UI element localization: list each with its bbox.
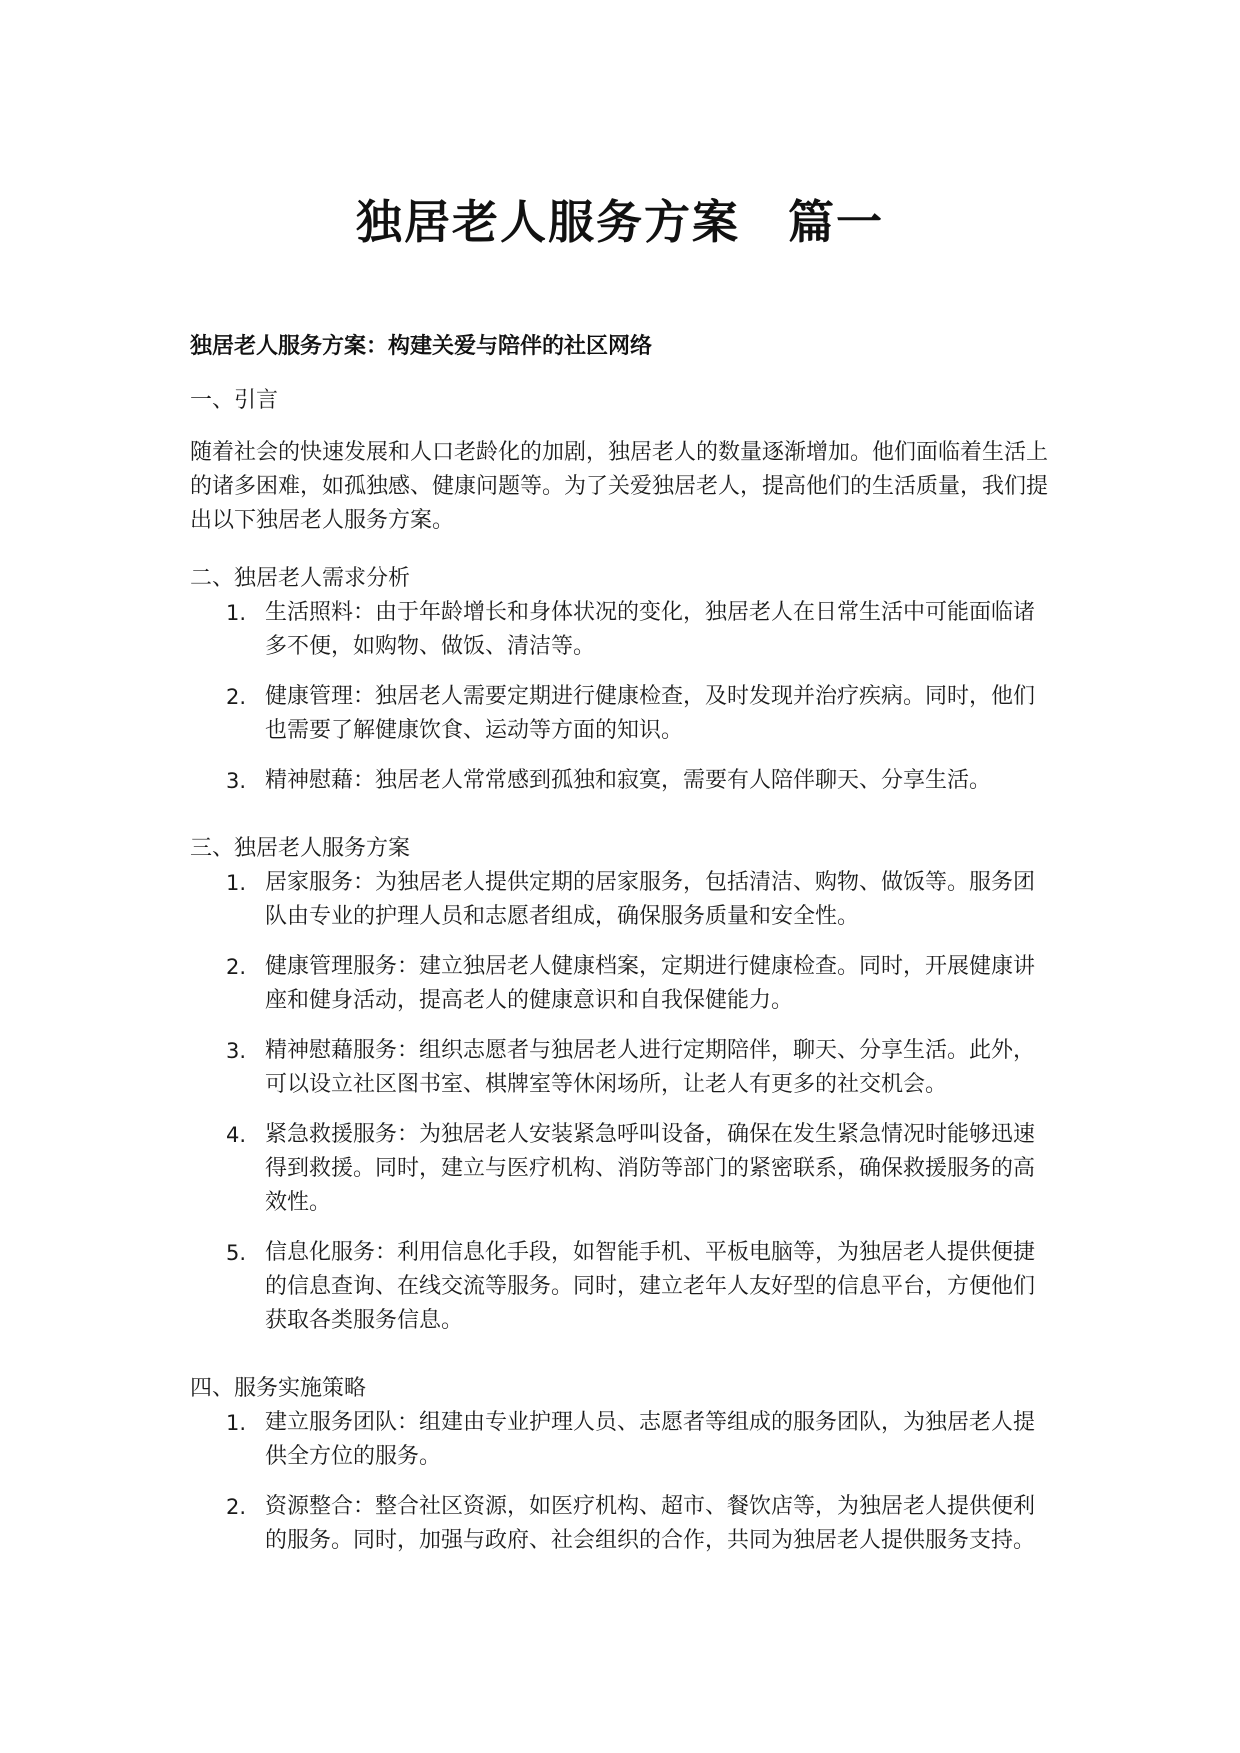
list-item xyxy=(190,1490,1056,1558)
list-number: 4. xyxy=(226,1123,247,1147)
section-introduction xyxy=(190,384,1056,538)
list-number: 1. xyxy=(226,871,247,895)
list-number: 3. xyxy=(226,1039,247,1063)
numbered-list xyxy=(190,1406,1056,1558)
list-item-text: 精神慰藉服务：组织志愿者与独居老人进行定期陪伴，聊天、分享生活。此外，可以设立社区图书室、棋牌室等休闲场所，让老人有更多的社交机会。 xyxy=(265,1038,1036,1097)
list-item-text: 精神慰藉：独居老人常常感到孤独和寂寞，需要有人陪伴聊天、分享生活。 xyxy=(265,768,992,793)
list-number: 2. xyxy=(226,1495,247,1519)
list-item xyxy=(190,1236,1056,1338)
list-item-text: 建立服务团队：组建由专业护理人员、志愿者等组成的服务团队，为独居老人提供全方位的服务。 xyxy=(265,1410,1036,1469)
section-heading: 二、独居老人需求分析 xyxy=(190,566,411,591)
section-heading: 一、引言 xyxy=(190,388,279,413)
list-item xyxy=(190,1034,1056,1102)
list-item-text: 健康管理服务：建立独居老人健康档案，定期进行健康检查。同时，开展健康讲座和健身活动，提高老人的健康意识和自我保健能力。 xyxy=(265,954,1036,1013)
section-service-plan xyxy=(190,832,1056,1338)
section-heading: 三、独居老人服务方案 xyxy=(190,836,411,861)
section-paragraph: 随着社会的快速发展和人口老龄化的加剧，独居老人的数量逐渐增加。他们面临着生活上的诸多困难，如孤独感、健康问题等。为了关爱独居老人，提高他们的生活质量，我们提出以下独居老人服务方案。 xyxy=(190,440,1049,533)
list-item xyxy=(190,596,1056,664)
numbered-list xyxy=(190,866,1056,1338)
list-item-text: 生活照料：由于年龄增长和身体状况的变化，独居老人在日常生活中可能面临诸多不便，如购物、做饭、清洁等。 xyxy=(265,600,1036,659)
list-item xyxy=(190,1406,1056,1474)
list-item xyxy=(190,1118,1056,1220)
list-number: 1. xyxy=(226,1411,247,1435)
section-needs-analysis xyxy=(190,562,1056,798)
list-item-text: 紧急救援服务：为独居老人安装紧急呼叫设备，确保在发生紧急情况时能够迅速得到救援。同时，建立与医疗机构、消防等部门的紧密联系，确保救援服务的高效性。 xyxy=(265,1122,1036,1215)
list-item xyxy=(190,680,1056,748)
list-item xyxy=(190,764,1056,798)
list-item-text: 资源整合：整合社区资源，如医疗机构、超市、餐饮店等，为独居老人提供便利的服务。同时，加强与政府、社会组织的合作，共同为独居老人提供服务支持。 xyxy=(265,1494,1036,1553)
list-number: 5. xyxy=(226,1241,247,1265)
document-body xyxy=(190,330,1056,1574)
section-implementation-strategy xyxy=(190,1372,1056,1558)
list-item-text: 信息化服务：利用信息化手段，如智能手机、平板电脑等，为独居老人提供便捷的信息查询、在线交流等服务。同时，建立老年人友好型的信息平台，方便他们获取各类服务信息。 xyxy=(265,1240,1036,1333)
document-subtitle: 独居老人服务方案：构建关爱与陪伴的社区网络 xyxy=(190,334,653,359)
numbered-list xyxy=(190,596,1056,798)
list-number: 1. xyxy=(226,601,247,625)
list-number: 3. xyxy=(226,769,247,793)
list-item-text: 居家服务：为独居老人提供定期的居家服务，包括清洁、购物、做饭等。服务团队由专业的护理人员和志愿者组成，确保服务质量和安全性。 xyxy=(265,870,1036,929)
document-title: 独居老人服务方案 篇一 xyxy=(356,195,884,249)
section-heading: 四、服务实施策略 xyxy=(190,1376,367,1401)
list-item xyxy=(190,950,1056,1018)
list-item xyxy=(190,866,1056,934)
list-number: 2. xyxy=(226,955,247,979)
list-item-text: 健康管理：独居老人需要定期进行健康检查，及时发现并治疗疾病。同时，他们也需要了解健康饮食、运动等方面的知识。 xyxy=(265,684,1036,743)
list-number: 2. xyxy=(226,685,247,709)
